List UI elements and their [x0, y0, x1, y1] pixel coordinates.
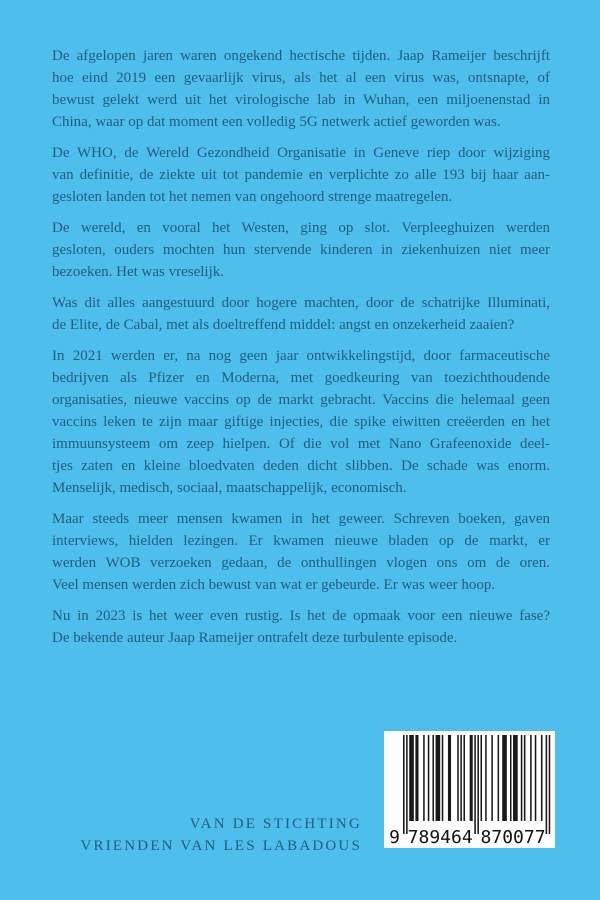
barcode-bar: [498, 735, 500, 821]
blurb-line: Maar steeds meer mensen kwamen in het geweer. Schreven boeken, gaven: [52, 511, 550, 527]
barcode-bar: [442, 735, 444, 821]
barcode-bar: [524, 735, 526, 821]
barcode-digit-lead: 9: [389, 827, 400, 848]
barcode-digits-right: 870077: [480, 827, 546, 848]
blurb-line: de Elite, de Cabal, met als doeltreffend middel: angst en onzekerheid zaaien?: [52, 317, 515, 333]
blurb-line: immuunsysteem om zeep hielpen. Of die vol met Nano Grafeenoxide deel-: [52, 436, 550, 452]
blurb-line: interviews, hielden lezingen. Er kwamen nieuwe bladen op de markt, er: [52, 533, 550, 549]
blurb-paragraph: [52, 345, 550, 499]
barcode-bar: [403, 735, 405, 834]
blurb-paragraph: [52, 142, 550, 208]
barcode-bar: [549, 735, 551, 834]
blurb-line: bedrijven als Pfizer en Moderna, met goedkeuring van toezichthoudende: [52, 370, 550, 386]
barcode-bar: [485, 735, 487, 821]
barcode-bar: [409, 735, 414, 821]
blurb-paragraph: [52, 508, 550, 596]
blurb-line: gesloten, ouders mochten hun stervende kinderen in ziekenhuizen niet meer: [52, 242, 550, 258]
barcode-bar: [470, 735, 473, 821]
blurb-line: Veel mensen werden zich bewust van wat er gebeurde. Er was weer hoop.: [52, 577, 496, 593]
blurb-paragraph: [52, 605, 550, 649]
blurb-line: bewust gelekt werd uit het virologische lab in Wuhan, een miljoenenstad in: [52, 92, 550, 108]
blurb-line: bezoeken. Het was vreselijk.: [52, 264, 225, 280]
blurb-line: Nu in 2023 is het weer even rustig. Is het de opmaak voor een nieuwe fase?: [52, 608, 550, 624]
blurb-line: De wereld, en vooral het Westen, ging op slot. Verpleeghuizen werden: [52, 220, 550, 236]
blurb-line: van definitie, de ziekte uit tot pandemie en verplichte zo alle 193 bij haar aan-: [52, 167, 550, 183]
barcode-bar: [460, 735, 462, 821]
barcode-bar: [546, 735, 548, 834]
blurb-line: hoe eind 2019 een gevaarlijk virus, als het al een virus was, ontsnapte, of: [52, 70, 550, 86]
barcode-graphic: [384, 731, 555, 848]
barcode-bar: [428, 735, 430, 821]
blurb-line: gesloten landen tot het nemen van ongehoord strenge maatregelen.: [52, 189, 453, 205]
barcode-bar: [502, 735, 507, 821]
barcode-bar: [491, 735, 493, 821]
blurb: [52, 45, 550, 658]
blurb-line: De WHO, de Wereld Gezondheid Organisatie in Geneve riep door wijziging: [52, 145, 550, 161]
publisher-credit: [80, 813, 362, 857]
barcode-bar: [510, 735, 512, 821]
blurb-line: tjes zaten en kleine bloedvaten deden dicht slibben. De schade was enorm.: [52, 458, 550, 474]
blurb-paragraph: [52, 45, 550, 133]
barcode-bar: [415, 735, 418, 821]
publisher-line-1: VAN DE STICHTING: [189, 816, 362, 832]
blurb-line: De afgelopen jaren waren ongekend hectische tijden. Jaap Rameijer beschrijft: [52, 48, 550, 64]
barcode-bar: [448, 735, 451, 821]
blurb-line: China, waar op dat moment een volledig 5G netwerk actief geworden was.: [52, 114, 501, 130]
blurb-paragraph: [52, 292, 550, 336]
barcode-bar: [474, 735, 476, 834]
barcode-bar: [521, 735, 523, 821]
barcode-bar: [406, 735, 408, 834]
blurb-line: In 2021 werden er, na nog geen jaar ontwikkelingstijd, door farmaceutische: [52, 348, 550, 364]
barcode-bar: [541, 735, 543, 821]
blurb-line: Menselijk, medisch, sociaal, maatschappelijk, economisch.: [52, 480, 407, 496]
blurb-line: Was dit alles aangestuurd door hogere machten, door de schatrijke Illuminati,: [52, 295, 550, 311]
barcode-bar: [530, 735, 532, 821]
blurb-line: werden WOB verzoeken gedaan, de onthullingen vlogen ons om de oren.: [52, 555, 550, 571]
blurb-line: organisaties, nieuwe vaccins op de markt gebracht. Vaccins die helemaal geen: [52, 392, 550, 408]
isbn-barcode: [384, 731, 555, 848]
blurb-paragraph: [52, 217, 550, 283]
barcode-bar: [535, 735, 537, 821]
barcode-bar: [513, 735, 518, 821]
barcode-bar: [432, 735, 434, 821]
barcode-bar: [477, 735, 479, 834]
barcode-bar: [423, 735, 425, 821]
barcode-bar: [436, 735, 441, 821]
blurb-line: De bekende auteur Jaap Rameijer ontrafelt deze turbulente episode.: [52, 630, 458, 646]
barcode-bar: [481, 735, 483, 821]
barcode-digits-left: 789464: [407, 827, 473, 848]
barcode-bar: [463, 735, 465, 821]
barcode-bar: [457, 735, 459, 821]
publisher-line-2: VRIENDEN VAN LES LABADOUS: [80, 838, 362, 854]
blurb-line: vaccins leken te zijn maar giftige injecties, die spike eiwitten creëerden en het: [52, 414, 550, 430]
